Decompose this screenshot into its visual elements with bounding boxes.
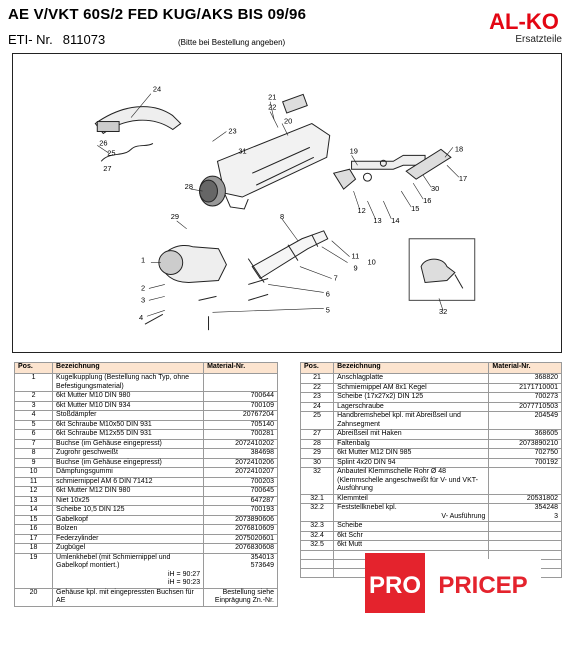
table-row bbox=[15, 506, 278, 516]
lever-segment-icon bbox=[97, 122, 119, 132]
table-row bbox=[15, 588, 278, 606]
cell-desc-text: Federzylinder bbox=[56, 534, 99, 542]
cell-mat bbox=[489, 494, 562, 504]
cell-mat bbox=[204, 544, 278, 554]
table-row bbox=[301, 383, 562, 393]
cell-desc-text: Anschlagplatte bbox=[337, 374, 384, 381]
cell-pos: 24 bbox=[301, 402, 334, 412]
cell-mat bbox=[204, 401, 278, 411]
cell-desc bbox=[53, 430, 204, 440]
callout-20: 20 bbox=[284, 116, 293, 126]
cell-desc bbox=[53, 477, 204, 487]
cell-mat-text: 702750 bbox=[534, 449, 558, 456]
cell-desc bbox=[53, 439, 204, 449]
cell-desc-text: 6kt Mutter M10 DIN 934 bbox=[56, 401, 131, 409]
cell-desc-text: Abreißseil mit Haken bbox=[337, 430, 402, 437]
cell-pos: 3 bbox=[15, 401, 53, 411]
cell-mat bbox=[204, 458, 278, 468]
table-row bbox=[15, 468, 278, 478]
callout-2: 2 bbox=[140, 283, 146, 293]
clamp-icon bbox=[421, 259, 455, 282]
cell-sub-mat: 3 bbox=[554, 512, 558, 520]
table-row bbox=[301, 458, 562, 468]
cell-mat bbox=[489, 383, 562, 393]
cell-desc-text: Anbauteil Klemmschelle Rohr Ø 48 (Klemmschelle angeschweißt für V- und VKT- Ausführung bbox=[337, 468, 478, 492]
table-row bbox=[15, 515, 278, 525]
cell-mat bbox=[204, 374, 278, 392]
cell-desc bbox=[334, 458, 489, 468]
cell-mat-text: 700109 bbox=[250, 401, 274, 409]
cell-mat bbox=[489, 393, 562, 403]
cell-desc bbox=[53, 515, 204, 525]
parts-table-right bbox=[300, 362, 562, 578]
cell-mat bbox=[489, 402, 562, 412]
bolt-group-icon bbox=[145, 278, 268, 330]
cell-mat bbox=[489, 430, 562, 440]
cell-pos: 30 bbox=[301, 458, 334, 468]
callout-26: 26 bbox=[99, 138, 108, 148]
cell-pos: 32 bbox=[301, 468, 334, 495]
cell-desc-text: Schmiernippel AM 8x1 Kegel bbox=[337, 383, 427, 391]
cell-pos: 1 bbox=[15, 374, 53, 392]
table-row bbox=[15, 449, 278, 459]
cell-pos: 7 bbox=[15, 439, 53, 449]
cell-mat-text: 700193 bbox=[250, 506, 274, 513]
cell-desc-text: 6kt Schr bbox=[337, 531, 363, 539]
cell-desc bbox=[53, 588, 204, 606]
cell-desc bbox=[334, 402, 489, 412]
exploded-drawing-svg bbox=[13, 54, 561, 352]
cell-desc-text: 6kt Mutter M12 DIN 985 bbox=[337, 449, 412, 456]
table-row bbox=[301, 541, 562, 551]
cell-mat-text: 705140 bbox=[250, 420, 274, 428]
cell-desc bbox=[53, 401, 204, 411]
callout-23: 23 bbox=[228, 126, 237, 136]
cell-pos: 32.3 bbox=[301, 522, 334, 532]
cell-pos: 25 bbox=[301, 412, 334, 430]
col-header-desc: Bezeichnung bbox=[53, 363, 204, 374]
callout-6: 6 bbox=[325, 289, 330, 299]
cell-mat bbox=[489, 412, 562, 430]
cell-sub-label: iH = 90:23 bbox=[167, 579, 201, 586]
cell-desc-text: 6kt Schraube M10x50 DIN 931 bbox=[56, 420, 152, 428]
cell-mat bbox=[204, 477, 278, 487]
col-header-pos: Pos. bbox=[301, 363, 334, 374]
cell-mat bbox=[489, 522, 562, 532]
callout-18: 18 bbox=[454, 144, 464, 154]
cell-desc bbox=[334, 383, 489, 393]
table-row bbox=[301, 504, 562, 522]
anchor-plate-icon bbox=[283, 94, 308, 113]
cell-pos: 22 bbox=[301, 383, 334, 393]
cell-pos: 28 bbox=[301, 439, 334, 449]
cell-mat-text: 2076810609 bbox=[235, 525, 274, 532]
cell-desc bbox=[334, 439, 489, 449]
cell-desc-text: 6kt Mutt bbox=[337, 541, 363, 548]
table-row bbox=[15, 496, 278, 506]
callout-32: 32 bbox=[438, 307, 448, 317]
cell-pos: 6 bbox=[15, 430, 53, 440]
cell-pos: 13 bbox=[15, 496, 53, 506]
callout-29: 29 bbox=[170, 211, 180, 221]
cell-mat bbox=[204, 506, 278, 516]
cell-desc-text: Zugbügel bbox=[56, 544, 86, 551]
table-row bbox=[15, 411, 278, 421]
cell-desc bbox=[53, 553, 204, 588]
table-row bbox=[15, 420, 278, 430]
callout-27: 27 bbox=[103, 164, 112, 174]
cell-desc-text: Buchse (im Gehäuse eingepresst) bbox=[56, 439, 162, 447]
cell-sub-mat: 573649 bbox=[250, 562, 274, 569]
cell-desc-text: Klemmteil bbox=[337, 494, 368, 502]
draw-tube-icon bbox=[252, 231, 327, 279]
callout-3: 3 bbox=[140, 295, 146, 305]
cell-pos: 18 bbox=[15, 544, 53, 554]
cell-desc bbox=[334, 468, 489, 495]
bell-crank-icon bbox=[334, 169, 356, 189]
cell-mat bbox=[489, 458, 562, 468]
cell-mat-text: 700644 bbox=[250, 392, 274, 399]
order-note: (Bitte bei Bestellung angeben) bbox=[178, 38, 286, 47]
col-header-desc: Bezeichnung bbox=[334, 363, 489, 374]
cell-pos: 5 bbox=[15, 420, 53, 430]
table-row bbox=[15, 374, 278, 392]
cell-pos: 15 bbox=[15, 515, 53, 525]
cell-desc-text: Faltenbalg bbox=[337, 439, 370, 447]
table-row bbox=[301, 522, 562, 532]
cell-mat bbox=[204, 439, 278, 449]
cell-sub-label: iH = 90:27 bbox=[167, 570, 201, 578]
cell-desc bbox=[53, 411, 204, 421]
cell-pos: 17 bbox=[15, 534, 53, 544]
cell-desc-text: 6kt Mutter M12 DIN 980 bbox=[56, 487, 131, 494]
cell-pos: 11 bbox=[15, 477, 53, 487]
cell-pos: 20 bbox=[15, 588, 53, 606]
table-row bbox=[301, 494, 562, 504]
cell-mat-text: 647287 bbox=[250, 496, 274, 504]
table-row bbox=[301, 439, 562, 449]
callout-14: 14 bbox=[391, 215, 400, 225]
cell-sub-label: V- Ausführung bbox=[441, 512, 486, 520]
table-row bbox=[301, 531, 562, 541]
cell-mat bbox=[489, 504, 562, 522]
col-header-mat: Material-Nr. bbox=[489, 363, 562, 374]
callout-24: 24 bbox=[152, 84, 162, 94]
cell-mat-text: 2171710001 bbox=[519, 383, 558, 391]
cell-mat bbox=[204, 392, 278, 402]
callout-9: 9 bbox=[353, 263, 358, 273]
table-row bbox=[301, 374, 562, 384]
callout-4: 4 bbox=[138, 313, 144, 323]
cell-mat-text: Bestellung siehe Einprägung Zn.-Nr. bbox=[214, 588, 274, 604]
table-row bbox=[301, 393, 562, 403]
cell-pos: 16 bbox=[15, 525, 53, 535]
cell-mat-text: 2072410206 bbox=[235, 458, 274, 466]
cell-mat bbox=[489, 531, 562, 541]
cell-desc-text: Buchse (im Gehäuse eingepresst) bbox=[56, 458, 162, 466]
table-row bbox=[15, 430, 278, 440]
cell-desc-text: Scheibe 10,5 DIN 125 bbox=[56, 506, 125, 513]
cell-mat-text: 2072410207 bbox=[235, 468, 274, 475]
callout-11: 11 bbox=[351, 251, 360, 261]
cell-desc bbox=[53, 506, 204, 516]
cell-mat bbox=[204, 411, 278, 421]
cell-mat bbox=[489, 468, 562, 495]
cell-sub-mat: 354013 bbox=[250, 553, 274, 561]
table-row bbox=[15, 534, 278, 544]
cell-desc-text: Dämpfungsgummi bbox=[56, 468, 113, 475]
cell-mat bbox=[204, 588, 278, 606]
page-title: AE V/VKT 60S/2 FED KUG/AKS BIS 09/96 bbox=[8, 6, 307, 23]
cell-mat-text: 700645 bbox=[250, 487, 274, 494]
table-row bbox=[15, 439, 278, 449]
cell-mat-text: 2075020601 bbox=[235, 534, 274, 542]
cell-sub-mat: 354248 bbox=[534, 504, 558, 511]
cell-desc-text: Umlenkhebel (mit Schmiernippel und Gabelkopf montiert.) bbox=[56, 553, 171, 569]
watermark-word-pro: PRO bbox=[368, 572, 422, 599]
cell-desc-text: Gehäuse kpl. mit eingepressten Buchsen für AE bbox=[56, 588, 194, 604]
parts-table-left bbox=[14, 362, 278, 607]
cell-desc-text: Handbremshebel kpl. mit Abreißseil und Zahnsegment bbox=[337, 412, 461, 428]
cell-mat bbox=[204, 496, 278, 506]
cell-pos: 32.2 bbox=[301, 504, 334, 522]
table-row bbox=[301, 402, 562, 412]
cell-desc-text: Scheibe bbox=[337, 522, 363, 529]
table-row bbox=[15, 392, 278, 402]
callout-1: 1 bbox=[140, 255, 146, 265]
cell-pos: 23 bbox=[301, 393, 334, 403]
callout-7: 7 bbox=[333, 273, 338, 283]
cell-desc bbox=[53, 525, 204, 535]
table-row bbox=[15, 401, 278, 411]
cell-mat bbox=[204, 534, 278, 544]
cell-pos: 27 bbox=[301, 430, 334, 440]
exploded-drawing bbox=[12, 53, 562, 353]
callout-28: 28 bbox=[184, 182, 193, 192]
cell-mat bbox=[204, 430, 278, 440]
cell-pos: 14 bbox=[15, 506, 53, 516]
cell-desc-text: 6kt Mutter M10 DIN 980 bbox=[56, 392, 131, 399]
table-row bbox=[15, 544, 278, 554]
callout-13: 13 bbox=[373, 215, 382, 225]
cell-desc-text: 6kt Schraube M12x55 DIN 931 bbox=[56, 430, 152, 437]
cell-pos: 9 bbox=[15, 458, 53, 468]
callout-21: 21 bbox=[268, 92, 277, 102]
col-header-pos: Pos. bbox=[15, 363, 53, 374]
cell-desc bbox=[53, 449, 204, 459]
cell-desc bbox=[53, 374, 204, 392]
cell-desc bbox=[334, 449, 489, 459]
cell-desc bbox=[334, 522, 489, 532]
cell-desc-text: Scheibe (17x27x2) DIN 125 bbox=[337, 393, 424, 400]
cell-desc-text: Zugrohr geschweißt bbox=[56, 449, 118, 456]
table-row bbox=[301, 449, 562, 459]
cell-desc bbox=[334, 412, 489, 430]
alko-logo-text: AL-KO bbox=[489, 9, 559, 34]
cell-desc-text: Splint 4x20 DIN 94 bbox=[337, 458, 396, 466]
eti-line bbox=[8, 32, 105, 47]
cell-mat-text: 700192 bbox=[534, 458, 558, 466]
callout-22: 22 bbox=[268, 102, 277, 112]
cell-pos: 8 bbox=[15, 449, 53, 459]
cell-mat-text: 700281 bbox=[250, 430, 274, 437]
cell-pos: 19 bbox=[15, 553, 53, 588]
eti-number: 811073 bbox=[62, 32, 106, 47]
cell-mat bbox=[489, 374, 562, 384]
cell-mat bbox=[204, 420, 278, 430]
table-row bbox=[301, 430, 562, 440]
callout-17: 17 bbox=[458, 174, 468, 184]
callout-19: 19 bbox=[349, 146, 358, 156]
cell-desc-text: Kugelkupplung (Bestellung nach Typ, ohne Befestigungsmaterial) bbox=[56, 374, 190, 390]
cell-mat-text: 368820 bbox=[534, 374, 558, 381]
cell-desc bbox=[53, 420, 204, 430]
cell-mat bbox=[204, 515, 278, 525]
cell-pos: 32.4 bbox=[301, 531, 334, 541]
cell-desc bbox=[334, 393, 489, 403]
cell-desc-text: Gabelkopf bbox=[56, 515, 88, 523]
cell-mat-text: 20531802 bbox=[526, 494, 558, 502]
callout-12: 12 bbox=[357, 205, 366, 215]
cell-mat bbox=[489, 439, 562, 449]
cell-mat bbox=[489, 449, 562, 459]
cell-mat bbox=[489, 541, 562, 551]
cell-desc bbox=[334, 374, 489, 384]
cell-desc-text: schmiernippel AM 6 DIN 71412 bbox=[56, 477, 153, 485]
cell-desc-text: Lagerschraube bbox=[337, 402, 384, 410]
cell-mat-text: 368605 bbox=[534, 430, 558, 437]
cell-mat bbox=[204, 487, 278, 497]
cell-mat bbox=[204, 449, 278, 459]
callout-10: 10 bbox=[367, 257, 376, 267]
table-row bbox=[15, 487, 278, 497]
cell-mat-text: 2076830608 bbox=[235, 544, 274, 551]
callout-15: 15 bbox=[411, 203, 420, 213]
table-row bbox=[15, 525, 278, 535]
brand-subtitle: Ersatzteile bbox=[515, 34, 562, 45]
callout-8: 8 bbox=[280, 211, 285, 221]
cell-pos: 2 bbox=[15, 392, 53, 402]
cell-mat-text: 20767204 bbox=[242, 411, 274, 418]
callout-5: 5 bbox=[325, 305, 330, 315]
cell-pos: 32.5 bbox=[301, 541, 334, 551]
cell-desc bbox=[53, 496, 204, 506]
callout-30: 30 bbox=[431, 184, 440, 194]
cell-desc bbox=[53, 392, 204, 402]
table-row bbox=[15, 477, 278, 487]
cell-desc bbox=[334, 430, 489, 440]
cell-mat-text: 700273 bbox=[534, 393, 558, 400]
cell-desc-text: Niet 10x25 bbox=[56, 496, 90, 504]
callout-25: 25 bbox=[107, 148, 116, 158]
cell-mat-text: 384698 bbox=[250, 449, 274, 456]
table-row bbox=[301, 412, 562, 430]
table-row bbox=[15, 458, 278, 468]
cell-pos: 12 bbox=[15, 487, 53, 497]
cell-desc bbox=[334, 541, 489, 551]
alko-logo bbox=[486, 8, 562, 34]
cell-pos bbox=[301, 550, 334, 559]
watermark-word-pricep: PRICEP bbox=[438, 572, 528, 599]
cell-desc bbox=[53, 458, 204, 468]
callout-16: 16 bbox=[423, 196, 432, 205]
cell-mat bbox=[204, 525, 278, 535]
table-row bbox=[301, 468, 562, 495]
cell-desc bbox=[334, 504, 489, 522]
cell-mat-text: 2073890210 bbox=[519, 439, 558, 447]
cell-desc bbox=[53, 487, 204, 497]
cell-pos: 21 bbox=[301, 374, 334, 384]
cell-pos bbox=[301, 568, 334, 577]
cell-mat-text: 2072410202 bbox=[235, 439, 274, 447]
eti-label: ETI- Nr. bbox=[8, 32, 53, 47]
cell-desc-text: Feststellknebel kpl. bbox=[337, 504, 397, 511]
cell-desc-text: Stoßdämpfer bbox=[56, 411, 97, 418]
cell-desc bbox=[53, 468, 204, 478]
cell-desc bbox=[53, 544, 204, 554]
cell-mat bbox=[204, 553, 278, 588]
cell-pos: 29 bbox=[301, 449, 334, 459]
table-row bbox=[15, 553, 278, 588]
callout-31: 31 bbox=[238, 146, 247, 156]
cell-mat-text: 2073890606 bbox=[235, 515, 274, 523]
cell-pos: 10 bbox=[15, 468, 53, 478]
cell-desc-text: Bolzen bbox=[56, 525, 78, 532]
col-header-mat: Material-Nr. bbox=[204, 363, 278, 374]
cell-desc bbox=[334, 494, 489, 504]
cell-mat-text: 700203 bbox=[250, 477, 274, 485]
cell-mat bbox=[204, 468, 278, 478]
cell-pos: 32.1 bbox=[301, 494, 334, 504]
propricep-watermark bbox=[365, 553, 541, 613]
cell-mat-text: 2077710503 bbox=[519, 402, 558, 410]
cell-mat-text: 204549 bbox=[534, 412, 558, 419]
cell-pos: 4 bbox=[15, 411, 53, 421]
cell-desc bbox=[334, 531, 489, 541]
cell-desc bbox=[53, 534, 204, 544]
cell-pos bbox=[301, 559, 334, 568]
